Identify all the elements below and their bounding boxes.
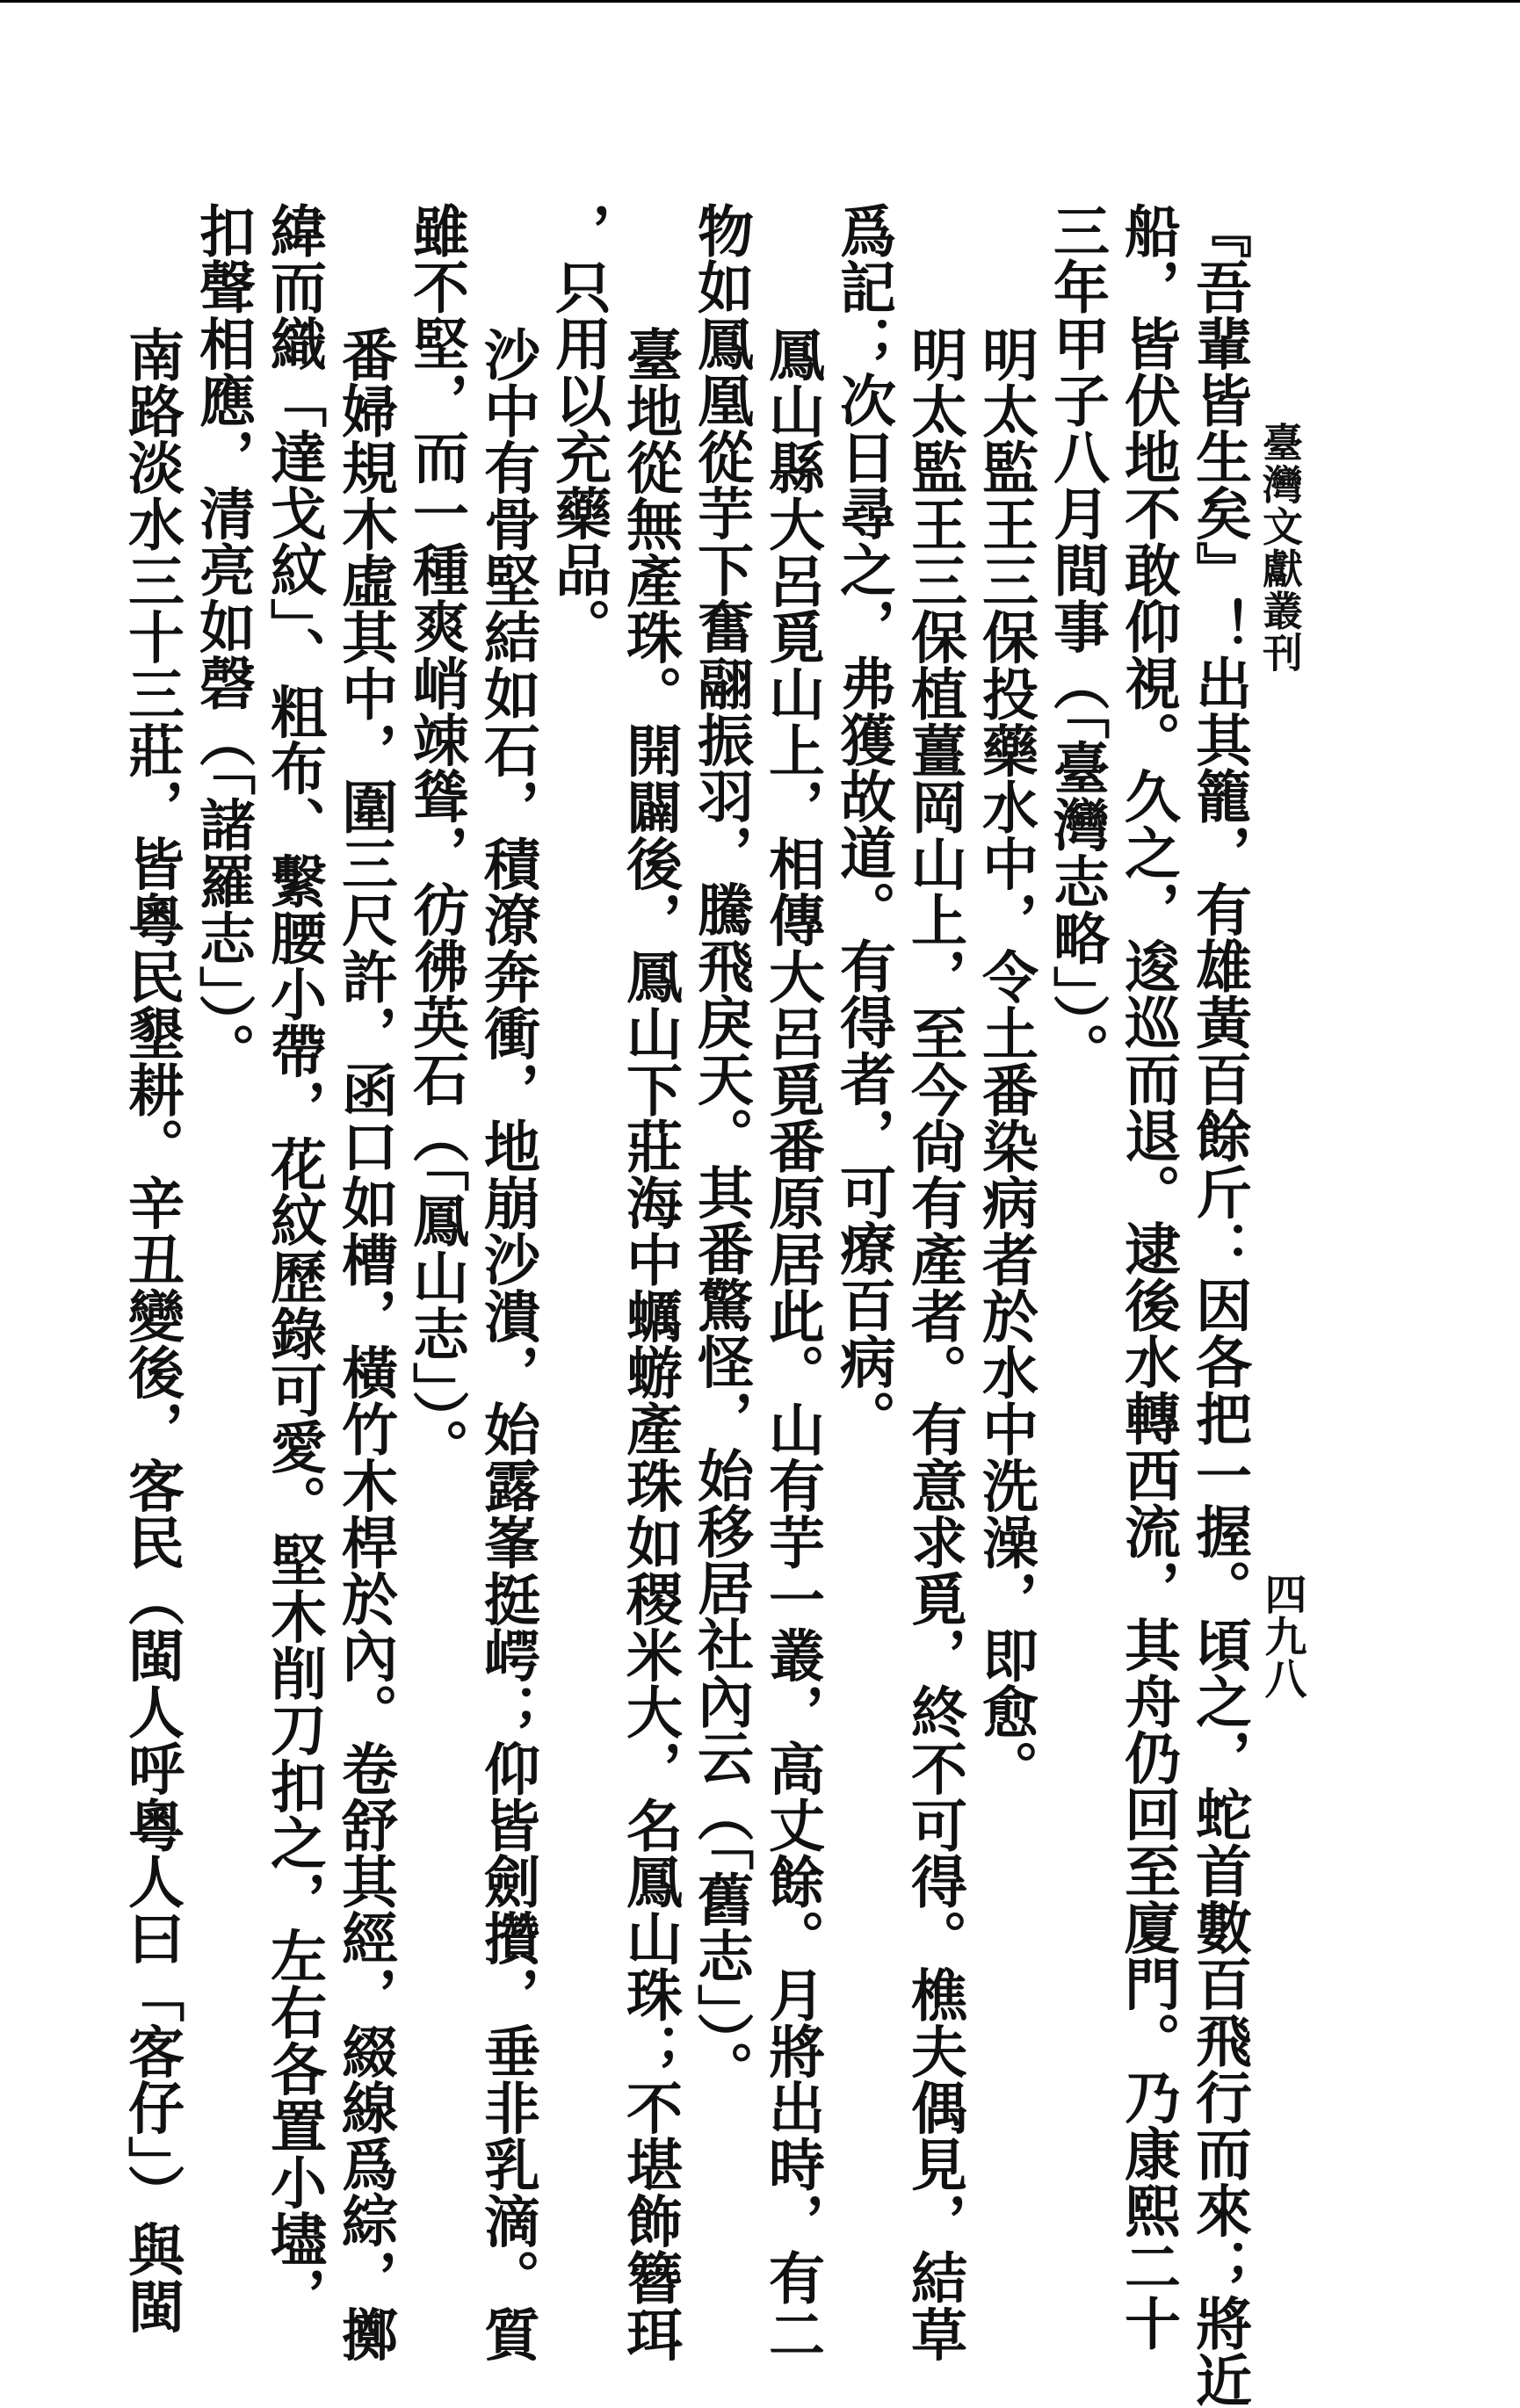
text-column: 番婦規木虛其中，圍三尺許，函口如槽，橫竹木桿於內。卷舒其經，綴線爲綜，擲 [332, 325, 398, 2362]
running-header: 臺灣文獻叢刊 [1256, 422, 1304, 675]
body-text [119, 202, 1255, 2408]
text-column: 南路淡水三十三莊，皆粵民墾耕。辛丑變後，客民（閩人呼粵人曰「客仔」）與閩 [119, 325, 185, 2334]
text-column: 雖不堅，而一種爽峭竦聳，彷彿英石（「鳳山志」）。 [403, 202, 469, 1476]
text-column: 三年甲子八月間事（「臺灣志略」）。 [1044, 202, 1110, 1080]
text-column: 『吾輩皆生矣』！出其籠，有雄黃百餘斤：因各把一握。頃之，蛇首數百飛行而來；將近 [1186, 202, 1252, 2408]
text-column: 明太監王三保植薑岡山上，至今尙有產者。有意求覓，終不可得。樵夫偶見，結草 [901, 325, 967, 2362]
text-column: 沙中有骨堅結如石，積潦奔衝，地崩沙潰，始露峯挺崿；仰皆劍攢，垂非乳滴。質 [474, 325, 540, 2362]
text-column: 爲記；次日尋之，弗獲故道。有得者，可療百病。 [830, 202, 896, 1447]
text-column: 臺地從無產珠。開闢後，鳳山下莊海中蠣蝣產珠如稷米大，名鳳山珠；不堪飾簪珥 [617, 325, 683, 2362]
page-number: 四九八 [1257, 1573, 1306, 1699]
text-column: 鳳山縣大呂覓山上，相傳大呂覓番原居此。山有芋一叢，高丈餘。月將出時，有二 [759, 325, 825, 2362]
text-column: 明太監王三保投藥水中，令土番染病者於水中洗澡，即愈。 [973, 325, 1039, 1797]
text-column: ，只用以充藥品。 [546, 202, 612, 655]
text-column: 扣聲相應，清亮如磬（「諸羅志」）。 [190, 202, 256, 1080]
top-border [0, 0, 1520, 3]
text-column: 緯而織「達戈紋」、粗布、繫腰小帶，花紋歷錄可愛。堅木削刀扣之，左右各置小壗， [261, 202, 327, 2324]
text-column: 船，皆伏地不敢仰視。久之，逡巡而退。逮後水轉西流，其舟仍回至廈門。乃康熙二十 [1115, 202, 1181, 2352]
text-column: 物如鳳凰從芋下奮翮振羽，騰飛戾天。其番驚怪，始移居社內云（「舊志」）。 [688, 202, 754, 2098]
